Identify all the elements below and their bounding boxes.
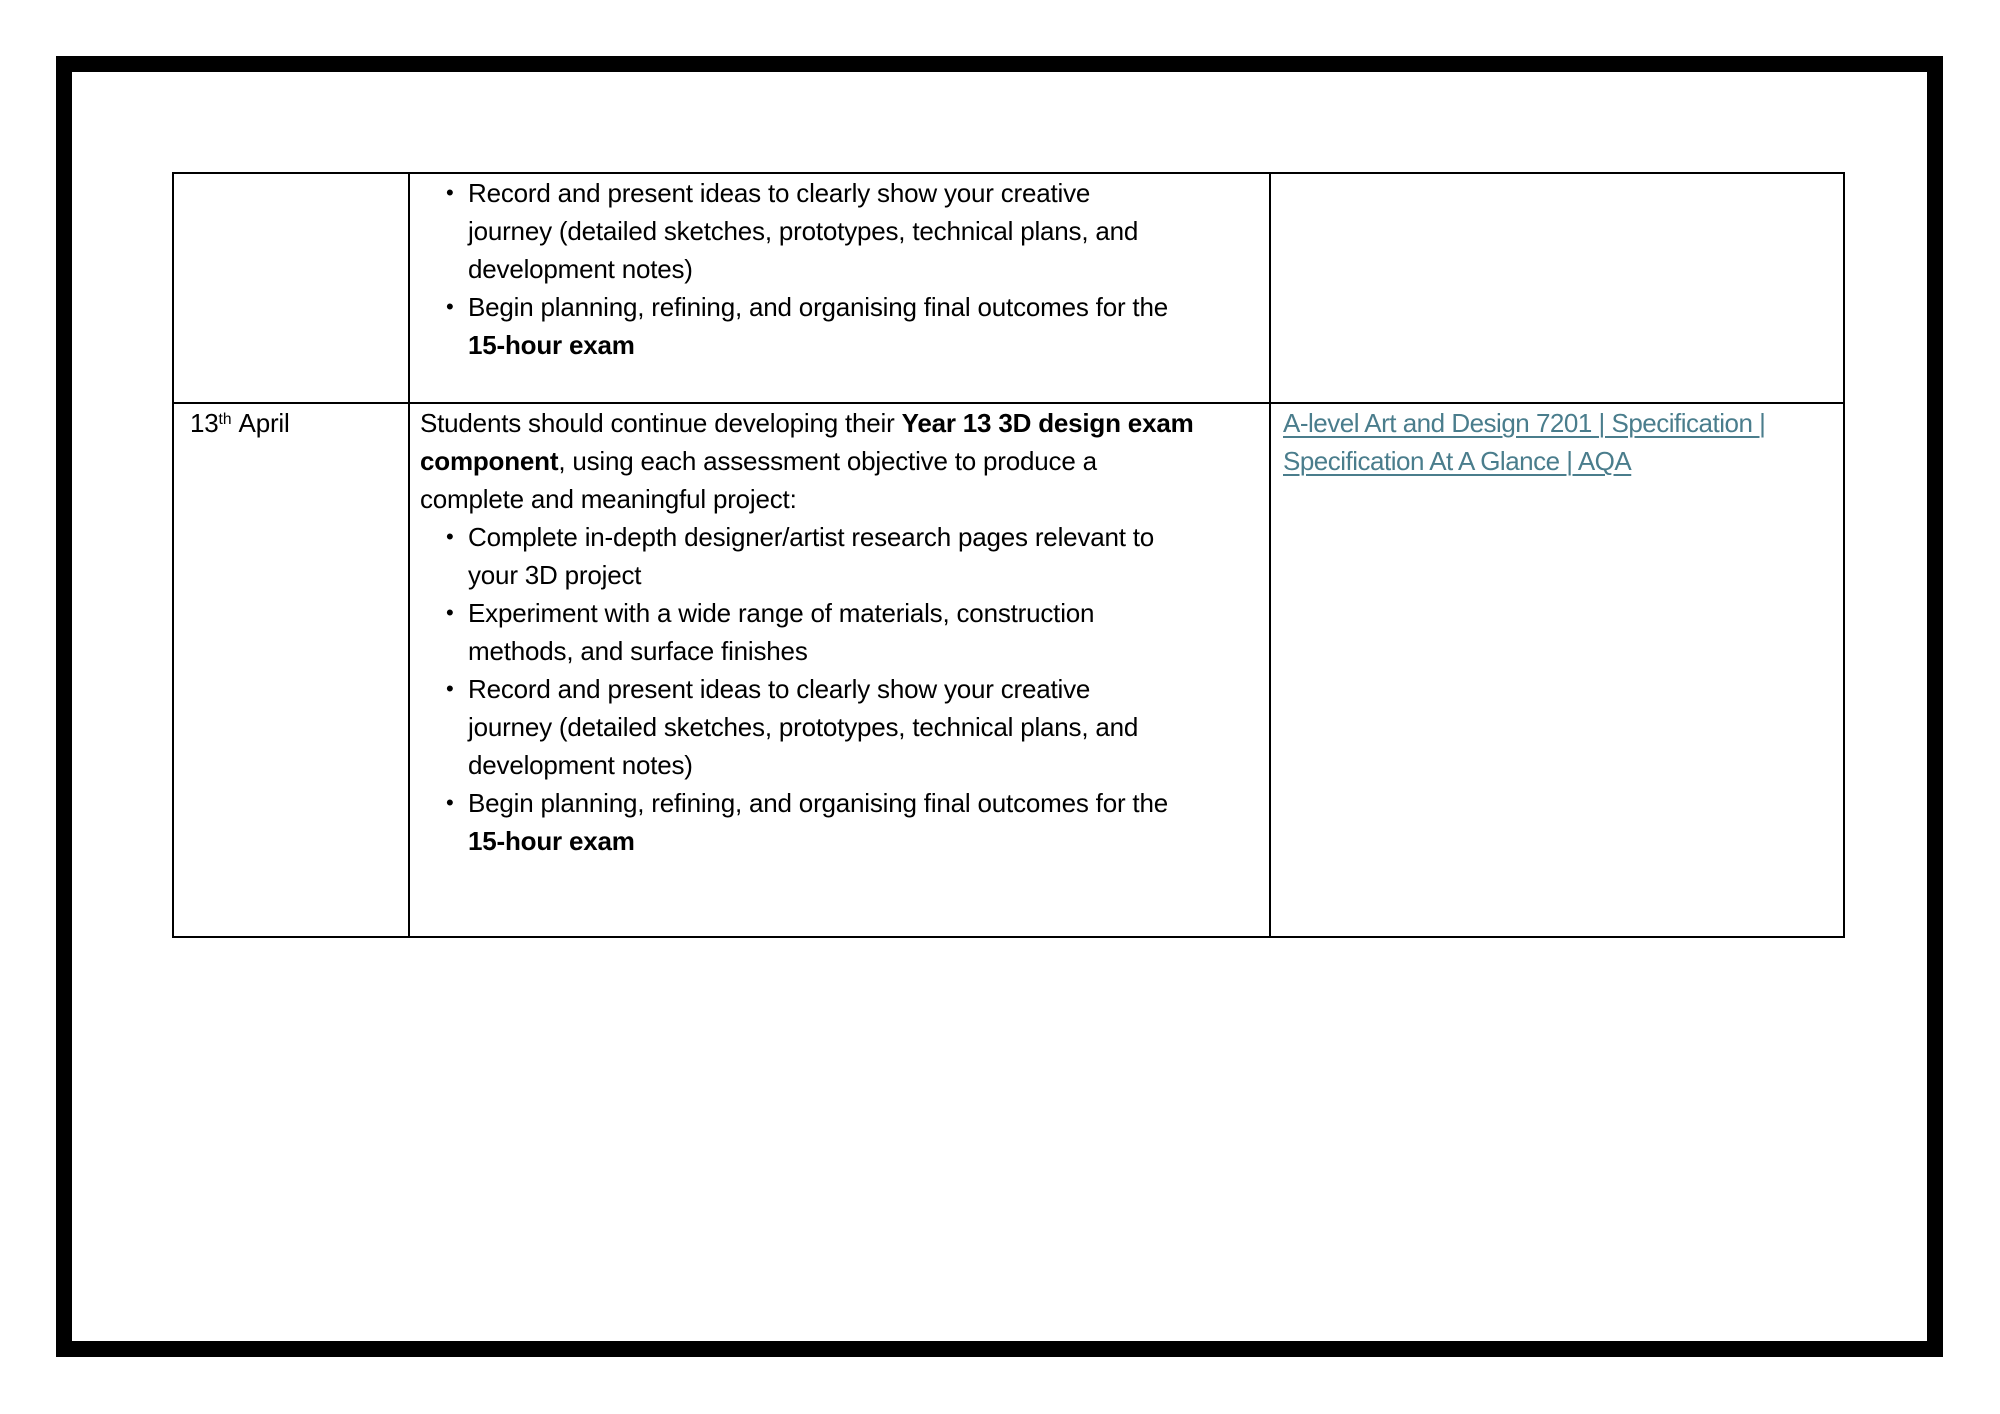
bullet-item <box>446 174 1259 288</box>
bullet-line: development notes) <box>468 254 693 284</box>
bullet-line: journey (detailed sketches, prototypes, technical plans, and <box>468 216 1139 246</box>
link-cell <box>1270 403 1844 937</box>
specification-link[interactable] <box>1283 404 1835 480</box>
bullet-line: your 3D project <box>468 560 642 590</box>
link-cell <box>1270 173 1844 403</box>
bullet-line: methods, and surface finishes <box>468 636 808 666</box>
intro-line <box>420 480 1259 518</box>
bullet-line: development notes) <box>468 750 693 780</box>
date-cell <box>173 403 409 937</box>
bullet-list <box>420 518 1259 860</box>
bullet-item <box>446 288 1259 364</box>
intro-text-bold: component <box>420 446 559 476</box>
bullet-item <box>446 670 1259 784</box>
bullet-line: Complete in-depth designer/artist research pages relevant to <box>468 522 1155 552</box>
date-day: 13 <box>190 408 219 438</box>
intro-text: , using each assessment objective to produce a <box>558 446 1097 476</box>
content-cell <box>409 173 1270 403</box>
date-month: April <box>238 408 290 438</box>
bullet-item <box>446 784 1259 860</box>
bullet-line: Begin planning, refining, and organising final outcomes for the <box>468 292 1168 322</box>
bullet-line-bold: 15-hour exam <box>468 826 635 856</box>
bullet-dot-icon: • <box>446 294 454 319</box>
bullet-line: Record and present ideas to clearly show your creative <box>468 674 1091 704</box>
bullet-line: Begin planning, refining, and organising final outcomes for the <box>468 788 1168 818</box>
schedule-table <box>172 172 1845 938</box>
bullet-item <box>446 594 1259 670</box>
table-row <box>173 403 1844 937</box>
intro-line <box>420 442 1259 480</box>
intro-paragraph <box>420 404 1259 518</box>
link-line: Specification At A Glance | AQA <box>1283 446 1632 476</box>
bullet-dot-icon: • <box>446 524 454 549</box>
bullet-dot-icon: • <box>446 676 454 701</box>
bullet-list <box>420 174 1259 364</box>
intro-text-bold: Year 13 3D design exam <box>901 408 1194 438</box>
bullet-line: Record and present ideas to clearly show your creative <box>468 178 1091 208</box>
intro-text: Students should continue developing their <box>420 408 902 438</box>
date-text <box>190 404 398 447</box>
bullet-line: Experiment with a wide range of materials, construction <box>468 598 1095 628</box>
date-cell <box>173 173 409 403</box>
bullet-line-bold: 15-hour exam <box>468 330 635 360</box>
intro-text: complete and meaningful project: <box>420 484 797 514</box>
bullet-dot-icon: • <box>446 180 454 205</box>
table-row <box>173 173 1844 403</box>
content-cell <box>409 403 1270 937</box>
bullet-item <box>446 518 1259 594</box>
intro-line <box>420 404 1259 442</box>
bullet-line: journey (detailed sketches, prototypes, technical plans, and <box>468 712 1139 742</box>
link-line: A-level Art and Design 7201 | Specification | <box>1283 408 1766 438</box>
bullet-dot-icon: • <box>446 790 454 815</box>
date-ordinal: th <box>218 411 232 429</box>
bullet-dot-icon: • <box>446 600 454 625</box>
